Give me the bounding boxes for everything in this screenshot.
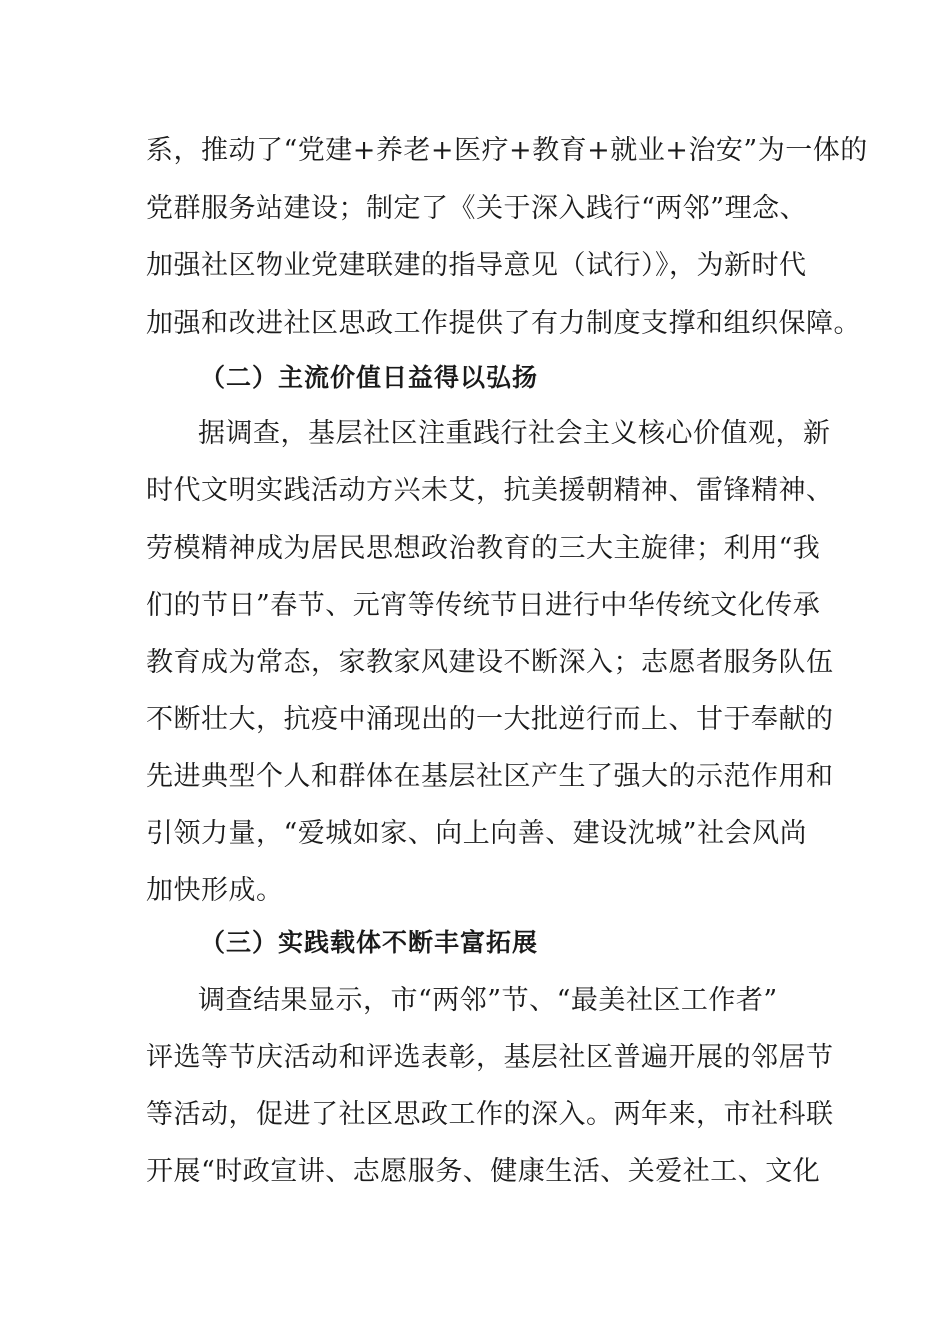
section-heading-3: （三）实践载体不断丰富拓展 bbox=[200, 928, 539, 957]
paragraph-3-line-3: 等活动，促进了社区思政工作的深入。两年来，市社科联 bbox=[146, 1099, 834, 1130]
paragraph-3-line-1: 调查结果显示，市“两邻”节、“最美社区工作者” bbox=[198, 985, 778, 1016]
paragraph-2-line-4: 们的节日”春节、元宵等传统节日进行中华传统文化传承 bbox=[146, 590, 821, 621]
paragraph-1-line-2: 党群服务站建设；制定了《关于深入践行“两邻”理念、 bbox=[146, 193, 808, 224]
paragraph-2-line-7: 先进典型个人和群体在基层社区产生了强大的示范作用和 bbox=[146, 761, 834, 792]
paragraph-3-line-4: 开展“时政宣讲、志愿服务、健康生活、关爱社工、文化 bbox=[146, 1156, 821, 1187]
paragraph-1-line-1: 系，推动了“党建+养老+医疗+教育+就业+治安”为一体的 bbox=[146, 135, 868, 166]
section-heading-2: （二）主流价值日益得以弘扬 bbox=[200, 363, 539, 392]
paragraph-2-line-6: 不断壮大，抗疫中涌现出的一大批逆行而上、甘于奉献的 bbox=[146, 704, 834, 735]
paragraph-2-line-2: 时代文明实践活动方兴未艾，抗美援朝精神、雷锋精神、 bbox=[146, 475, 834, 506]
paragraph-2-line-1: 据调查，基层社区注重践行社会主义核心价值观，新 bbox=[198, 418, 831, 449]
paragraph-3-line-2: 评选等节庆活动和评选表彰，基层社区普遍开展的邻居节 bbox=[146, 1042, 834, 1073]
paragraph-2-line-5: 教育成为常态，家教家风建设不断深入；志愿者服务队伍 bbox=[146, 647, 834, 678]
paragraph-1-line-3: 加强社区物业党建联建的指导意见（试行）》，为新时代 bbox=[146, 250, 807, 281]
paragraph-2-line-9: 加快形成。 bbox=[146, 875, 284, 906]
paragraph-2-line-8: 引领力量，“爱城如家、向上向善、建设沈城”社会风尚 bbox=[146, 818, 808, 849]
paragraph-2-line-3: 劳模精神成为居民思想政治教育的三大主旋律；利用“我 bbox=[146, 533, 821, 564]
paragraph-1-line-4: 加强和改进社区思政工作提供了有力制度支撑和组织保障。 bbox=[146, 308, 861, 339]
